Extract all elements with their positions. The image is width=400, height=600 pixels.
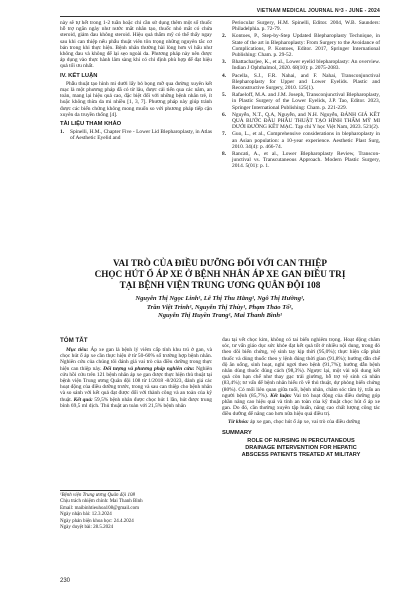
reference-item: 3. Bhattacharjee, K., et al., Lower eyelid blepharoplasty: An overview. Indian J Ophthalmol, 2020. 68(10): p. 2075-2083. bbox=[222, 59, 380, 72]
footnote: ¹Bệnh viện Trung ương Quân đội 108 Chịu trách nhiệm chính: Mai Thanh Bình Email: maibinhtieuhoa108@gmail.com Ngày nhận bài: 12.3.2024 Ngày phản biện khoa học: 24.4.2024 Ngày duyệt bài: 28.5.2024 bbox=[60, 493, 143, 531]
article-authors: Nguyễn Thị Ngọc Linh¹, Lê Thị Thu Hằng¹, Ngô Thị Hường¹, Trần Việt Trinh¹, Nguyễn Thị Thùy¹, Phạm Thảo Tố¹, Nguyễn Thị Huyền Trang¹, Mai Thanh Bình¹ bbox=[135, 295, 305, 319]
right-column-top bbox=[222, 20, 380, 171]
abstract-heading: TÓM TẮT bbox=[60, 337, 88, 344]
discussion-paragraph: này sẽ tự hết trong 1-2 tuần hoặc chỉ cần sử dụng thêm một số thuốc hỗ trợ ngắn ngày như nước mắt nhân tạo, thuốc nhỏ mắt có chứa steroid, giảm đau không steroid. Hiệu quả thẩm mỹ có thể thấy ngay sau khi can thiệp nếu phẫu thuật viên tôn trọng những nguyên tắc cơ bản trong khi thực hiện. Bệnh nhân thường hài lòng hơn vì hấu như không đau và không để lại sẹo ngoài da. Phương pháp này nên được áp dụng vào thực hành lâm sàng khi có chỉ định phù hợp để đạt hiệu quả tối ưu nhất. bbox=[60, 20, 212, 70]
article-title: VAI TRÒ CỦA ĐIỀU DƯỠNG ĐỐI VỚI CAN THIỆP CHỌC HÚT Ổ ÁP XE Ở BỆNH NHÂN ÁP XE GAN ĐIỀU TRỊ TẠI BỆNH VIỆN TRUNG ƯƠNG QUÂN ĐỘI 108 bbox=[94, 258, 346, 290]
results-label: Kết quả: bbox=[72, 396, 93, 403]
reference-number: 1. bbox=[60, 129, 65, 136]
journal-header: VIETNAM MEDICAL JOURNAL Nº3 - JUNE - 2024 bbox=[256, 8, 380, 14]
abstract-right-column bbox=[222, 337, 380, 459]
reference-text: Spinelli, H.M., Chapter Five - Lower Lid Blepharoplasty, in Atlas of Aesthetic Eyelid and bbox=[70, 129, 212, 142]
footnote-divider bbox=[60, 490, 120, 491]
conclusion-heading: IV. KẾT LUẬN bbox=[60, 72, 98, 79]
summary-heading: SUMMARY bbox=[222, 429, 252, 436]
left-column-top bbox=[60, 20, 212, 143]
reference-item: 6. Nguyễn, N.T., Q.A, Nguyễn, and N.H. Nguyễn, ĐÁNH GIÁ KẾT QUẢ BƯỚC ĐẦU PHẪU THUẬT TẠO HÌNH THẨM MỸ MI DƯỚI ĐƯỜNG KẾT MẠC. Tạp chí Y học Việt Nam, 2023. 521(2). bbox=[222, 111, 380, 131]
abstract-left-column bbox=[60, 347, 212, 410]
abstract-paragraph: Mục tiêu: Áp xe gan là bệnh lý viêm cấp tính khu trú ở gan, và chọc hút ổ áp xe cần thực hiện ở từ 50-60% số trường hợp bệnh nhân. Nghiên cứu của chúng tôi đánh giá vai trò của điều dưỡng trong thực hiện can thiệp này. Đối tượng và phương pháp nghiên cứu: Nghiên cứu hồi cứu trên 121 bệnh nhân áp xe gan được thực hiện thủ thuật tại bệnh viện Trung ương Quân đội 108 từ 1/2018 -8/2023, đánh giá các hoạt động của điều dưỡng trước, trong và sau can thiệp cho bệnh nhân và so sánh với kết quả đạt được đối với thành công và an toàn của kỹ thuật. Kết quả: 59,5% bệnh nhân được chọc hút 1 lần, hút được trung bình 69,5 ml dịch. Thủ thuật an toàn với 21,5% bệnh nhân bbox=[60, 347, 213, 409]
conclusion-paragraph: Phẫu thuật tạo hình mi dưới lấy bỏ bọng mỡ qua đường xuyên kết mạc là một phương pháp đã có từ lâu, được cải tiến qua các năm, an toàn, mang lại hiệu quả cao, đặc biệt đối với những bệnh nhân trẻ, ít hoặc không thừa da mi nhiều [1, 3, 7]. Phương pháp này giúp tránh được các biến chứng không mong muốn so với phương pháp tiếp cận xuyên da truyền thống [4]. bbox=[60, 80, 212, 118]
abstract-continued: đau tại vết chọc kim, không có tai biến nghiêm trọng. Hoạt động chăm sóc, tư vấn giáo dục sức khỏe đạt kết quả tốt ở nhiều nội dung, trong đó theo dõi biến chứng, vệ sinh tay kịp thời (95,0%); thực hiện cấp phát thuốc và dùng thuốc theo y lệnh đúng thời gian (91,8%); hướng dẫn chế độ ăn uống, sinh hoạt, nghỉ ngơi theo bệnh (91,7%); hướng dẫn bệnh nhân dùng thuốc đúng cách (98,3%). Ngược lại, một vài nội dung kết quả còn hạn chế như thay gạc trải giường, hỗ trợ vệ sinh cá nhân (83,4%); tư vấn để bệnh nhân hiểu rõ về thủ thuật, dự phòng biến chứng (80%). Có mối liên quan giữa tuổi, bệnh nhân, chăm sóc tâm lý, trấn an người bệnh (85,7%). Kết luận: Vai trò hoạt động của điều dưỡng góp phần nâng cao hiệu quả và tính an toàn của kỹ thuật chọc hút ổ áp xe gan. Do đó, cần thường xuyên tập huấn, nâng cao chất lượng công tác điều dưỡng để nâng cao hơn nữa hiệu quả điều trị. bbox=[222, 337, 381, 418]
reference-item-cont bbox=[222, 20, 380, 32]
conclusion-label: Kết luận: bbox=[268, 392, 292, 399]
reference-item: 5. Rafaeloff, M.A. and J.M. Joseph, Transconjunctival Blepharoplasty, in Plastic Surgery of the Lower Eyelids, J.P. Tao, Editor. 2023, Springer International Publishing: Cham. p. 221-229. bbox=[222, 92, 380, 111]
references-heading: TÀI LIỆU THAM KHẢO bbox=[60, 121, 122, 128]
objective-label: Mục tiêu: bbox=[66, 347, 89, 353]
header-divider bbox=[60, 16, 380, 17]
reference-item: 2. Kontoes, P., Step-by-Step Updated Blepharoplasty Technique, in State of the art in Blepharoplasty: From Surgery to the Avoidance of Complications, P. Kontoes, Editor. 2017, Springer International Publishing: Cham. p. 29-52. bbox=[222, 33, 380, 59]
keywords-label: Từ khóa: bbox=[228, 418, 249, 425]
reference-item: 4. Pacella, S.J., F.R. Nahai, and F. Nahai, Transconjunctival Blepharoplasty for Upper and Lower Eyelids. Plastic and Reconstructive Surgery, 2010. 125(1). bbox=[222, 72, 380, 92]
page-number: 230 bbox=[60, 578, 71, 584]
reference-item: 8. Rancati, A., et al., Lower Blepharoplasty Review, Transcon-junctival vs. Transcutaneous Approach. Modern Plastic Surgery, 2014. 5(01): p. 1. bbox=[222, 151, 380, 170]
methods-label: Đối tượng và phương pháp nghiên cứu: bbox=[101, 365, 195, 372]
reference-text: Periocular Surgery, H.M. Spinelli, Editor. 2004, W.B. Saunders: Philadelphia. p. 72-79. bbox=[232, 20, 380, 33]
keywords: Từ khóa: áp xe gan, chọc hút ổ áp xe, vai trò của điều dưỡng bbox=[228, 418, 361, 425]
reference-item bbox=[60, 129, 212, 141]
english-title: ROLE OF NURSING IN PERCUTANEOUS DRAINAGE INTERVENTION FOR HEPATIC ABSCESS PATIENTS TREATED AT MILITARY bbox=[241, 438, 361, 459]
reference-item: 7. Guo, L., et al., Comprehensive considerations in blepharoplasty in an Asian population: a 10-year experience. Aesthetic Plast Surg, 2010. 34(4): p. 466-74. bbox=[222, 131, 380, 150]
